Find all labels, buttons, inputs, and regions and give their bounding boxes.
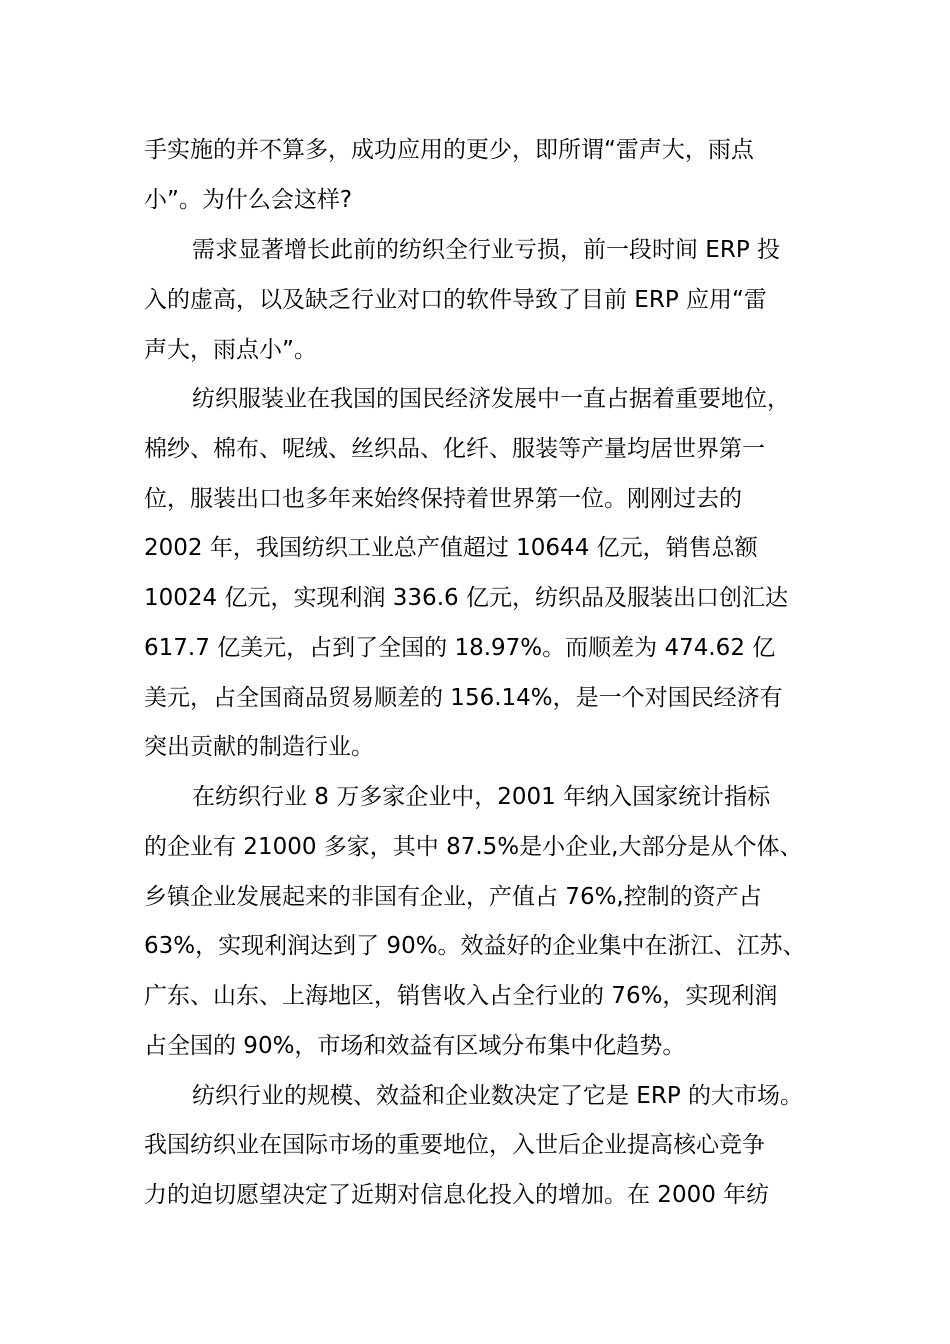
text-line: 的企业有 21000 多家，其中 87.5%是小企业,大部分是从个体、 (144, 834, 803, 860)
paragraph-start-line: 需求显著增长此前的纺织全行业亏损，前一段时间 ERP 投 (192, 237, 781, 263)
text-line: 我国纺织业在国际市场的重要地位，入世后企业提高核心竞争 (144, 1132, 765, 1158)
text-line: 位，服装出口也多年来始终保持着世界第一位。刚刚过去的 (144, 486, 742, 512)
text-line: 力的迫切愿望决定了近期对信息化投入的增加。在 2000 年纺 (144, 1182, 770, 1208)
text-line: 入的虚高，以及缺乏行业对口的软件导致了目前 ERP 应用“雷 (144, 287, 767, 313)
text-line: 声大，雨点小”。 (144, 337, 317, 363)
text-line: 棉纱、棉布、呢绒、丝织品、化纤、服装等产量均居世界第一 (144, 436, 765, 462)
text-line: 乡镇企业发展起来的非国有企业，产值占 76%,控制的资产占 (144, 884, 762, 910)
text-line: 突出贡献的制造行业。 (144, 734, 374, 760)
text-line: 10024 亿元，实现利润 336.6 亿元，纺织品及服装出口创汇达 (144, 585, 788, 611)
text-line: 美元，占全国商品贸易顺差的 156.14%，是一个对国民经济有 (144, 685, 783, 711)
text-line: 占全国的 90%，市场和效益有区域分布集中化趋势。 (144, 1033, 686, 1059)
text-line: 小”。为什么会这样? (144, 187, 353, 213)
paragraph-start-line: 纺织行业的规模、效益和企业数决定了它是 ERP 的大市场。 (192, 1083, 804, 1109)
text-line: 手实施的并不算多，成功应用的更少，即所谓“雷声大，雨点 (144, 137, 754, 163)
paragraph-start-line: 在纺织行业 8 万多家企业中，2001 年纳入国家统计指标 (192, 784, 771, 810)
text-line: 617.7 亿美元，占到了全国的 18.97%。而顺差为 474.62 亿 (144, 635, 776, 661)
text-line: 广东、山东、上海地区，销售收入占全行业的 76%，实现利润 (144, 983, 778, 1009)
text-line: 63%，实现利润达到了 90%。效益好的企业集中在浙江、江苏、 (144, 933, 806, 959)
text-line: 2002 年，我国纺织工业总产值超过 10644 亿元，销售总额 (144, 535, 758, 561)
paragraph-start-line: 纺织服装业在我国的国民经济发展中一直占据着重要地位， (192, 386, 790, 412)
